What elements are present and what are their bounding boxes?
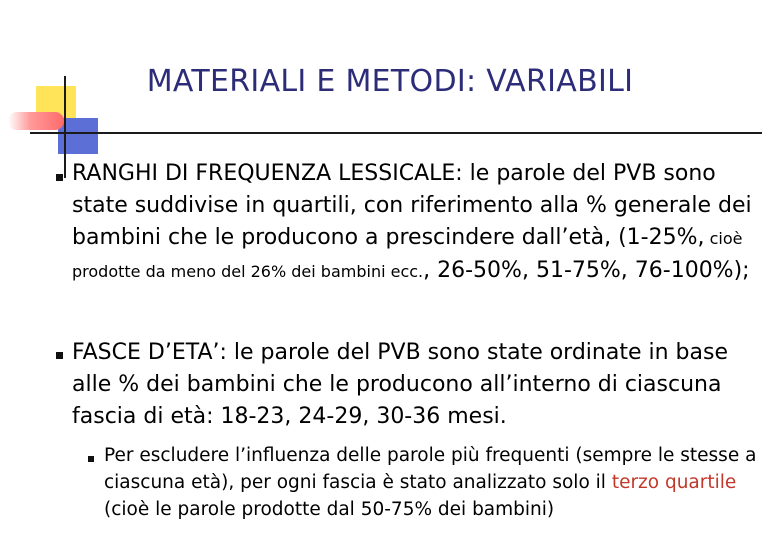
bullet-ranghi-main: RANGHI DI FREQUENZA LESSICALE: le parole del PVB sono state suddivise in quartili, con riferimento alla % generale dei bambini che le producono a prescindere dall’età, (1-25%, <box>72 161 752 250</box>
bullet-ranghi-end: , 26-50%, 51-75%, 76-100%); <box>423 258 750 283</box>
bullet-ranghi <box>72 158 752 288</box>
bullet-fasce: FASCE D’ETA’: le parole del PVB sono state ordinate in base alle % dei bambini che le producono all’interno di ciascuna fascia di età: 18-23, 24-29, 30-36 mesi. <box>72 340 728 429</box>
decor-red-bar <box>8 112 64 130</box>
bullet-square-icon <box>56 352 63 359</box>
bullet-ranghi-note: cioè prodotte da meno del 26% dei bambini ecc. <box>72 229 743 281</box>
subbullet-text-before: Per escludere l’influenza delle parole più frequenti (sempre le stesse a ciascuna età), per ogni fascia è stato analizzato solo il <box>104 445 757 493</box>
title-underline <box>30 132 762 134</box>
subbullet-square-icon <box>88 456 94 462</box>
subbullet-terzo-quartile <box>104 442 774 523</box>
slide-title: MATERIALI E METODI: VARIABILI <box>146 64 634 99</box>
bullet-square-icon <box>56 174 63 181</box>
subbullet-highlight: terzo quartile <box>611 472 737 493</box>
subbullet-text-after: (cioè le parole prodotte dal 50-75% dei bambini) <box>104 499 555 520</box>
